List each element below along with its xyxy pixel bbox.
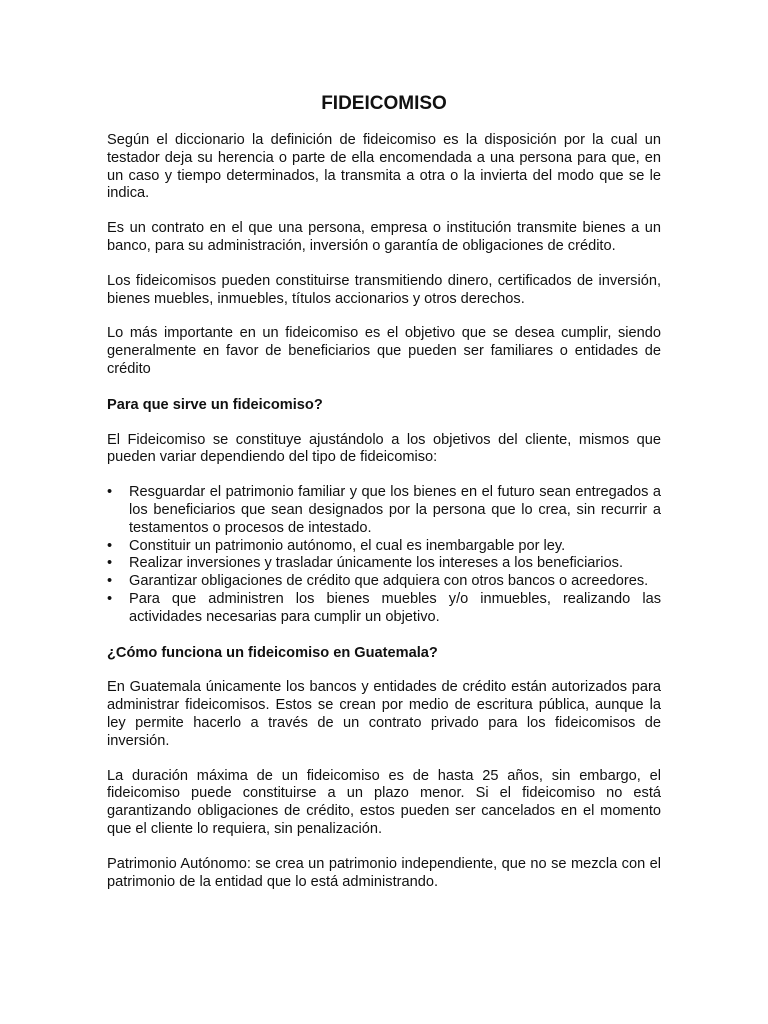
list-item-text: Para que administren los bienes muebles y/o inmuebles, realizando las actividades necesarias para cumplir un objetivo.	[129, 590, 661, 625]
paragraph-autonomous: Patrimonio Autónomo: se crea un patrimonio independiente, que no se mezcla con el patrimonio de la entidad que lo está administrando.	[107, 855, 661, 890]
bullet-icon: •	[107, 590, 113, 607]
heading-guatemala: ¿Cómo funciona un fideicomiso en Guatemala?	[107, 644, 438, 661]
document-title: FIDEICOMISO	[321, 93, 447, 114]
paragraph-constitution: Los fideicomisos pueden constituirse transmitiendo dinero, certificados de inversión, bienes muebles, inmuebles, títulos accionarios y otros derechos.	[107, 272, 661, 307]
list-item-text: Realizar inversiones y trasladar únicamente los intereses a los beneficiarios.	[129, 555, 623, 572]
list-item	[107, 573, 661, 591]
purpose-bullet-list	[107, 484, 661, 626]
bullet-icon: •	[107, 484, 113, 501]
paragraph-objective: Lo más importante en un fideicomiso es el objetivo que se desea cumplir, siendo generalmente en favor de beneficiarios que pueden ser familiares o entidades de crédito	[107, 325, 661, 377]
paragraph-duration: La duración máxima de un fideicomiso es de hasta 25 años, sin embargo, el fideicomiso puede constituirse a un plazo menor. Si el fideicomiso no está garantizando obligaciones de crédito, estos pueden ser cancelados en el momento que el cliente lo requiera, sin penalización.	[107, 767, 661, 837]
list-item-text: Constituir un patrimonio autónomo, el cual es inembargable por ley.	[129, 537, 566, 554]
paragraph-adjustment: El Fideicomiso se constituye ajustándolo a los objetivos del cliente, mismos que pueden variar dependiendo del tipo de fideicomiso:	[107, 431, 661, 466]
list-item	[107, 484, 661, 537]
document-page	[107, 0, 661, 1024]
list-item	[107, 555, 661, 573]
list-item	[107, 591, 661, 627]
paragraph-definition: Según el diccionario la definición de fideicomiso es la disposición por la cual un testador deja su herencia o parte de ella encomendada a una persona para que, en un caso y tiempo determinados, la transmita a otra o la invierta del modo que se le indica.	[107, 132, 661, 202]
heading-purpose: Para que sirve un fideicomiso?	[107, 396, 323, 413]
list-item-text: Resguardar el patrimonio familiar y que los bienes en el futuro sean entregados a los beneficiarios que sean designados por la persona que lo crea, sin recurrir a testamentos o procesos de intestado.	[129, 484, 661, 536]
bullet-icon: •	[107, 555, 113, 572]
paragraph-guatemala: En Guatemala únicamente los bancos y entidades de crédito están autorizados para administrar fideicomisos. Estos se crean por medio de escritura pública, aunque la ley permite hacerlo a través de un contrato privado para los fideicomisos de inversión.	[107, 679, 661, 749]
list-item	[107, 538, 661, 556]
bullet-icon: •	[107, 573, 113, 590]
bullet-icon: •	[107, 537, 113, 554]
paragraph-contract: Es un contrato en el que una persona, empresa o institución transmite bienes a un banco, para su administración, inversión o garantía de obligaciones de crédito.	[107, 220, 661, 254]
list-item-text: Garantizar obligaciones de crédito que adquiera con otros bancos o acreedores.	[129, 573, 649, 590]
